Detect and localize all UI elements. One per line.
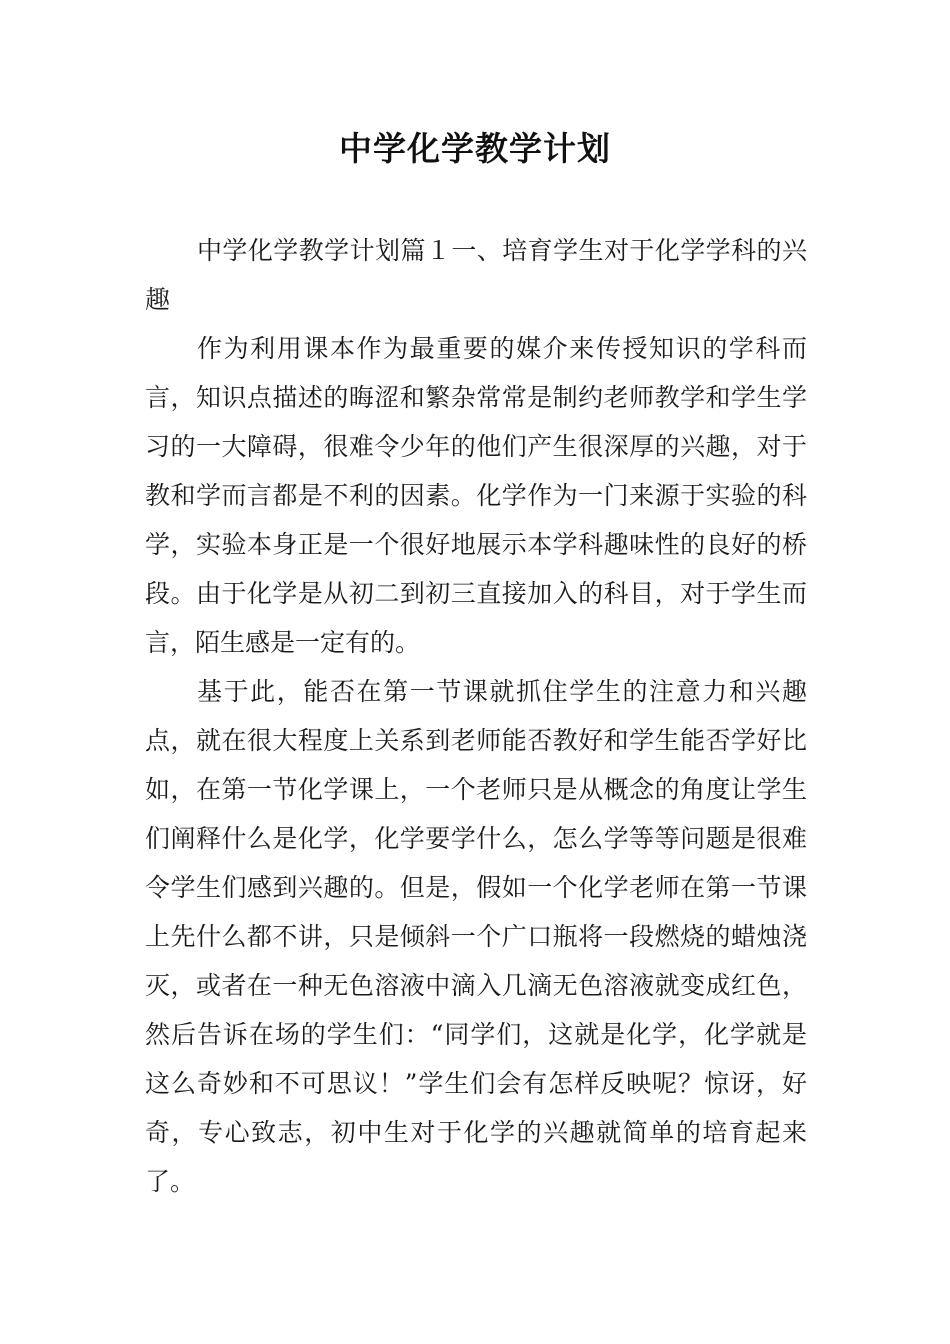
paragraph-heading: 中学化学教学计划篇１一、培育学生对于化学学科的兴趣 <box>145 236 807 314</box>
document-body <box>145 226 807 1206</box>
document-title: 中学化学教学计划 <box>339 129 611 168</box>
paragraph: 作为利用课本作为最重要的媒介来传授知识的学科而言，知识点描述的晦涩和繁杂常常是制约老师教学和学生学习的一大障碍，很难令少年的他们产生很深厚的兴趣，对于教和学而言都是不利的因素。化学作为一门来源于实验的科学，实验本身正是一个很好地展示本学科趣味性的良好的桥段。由于化学是从初二到初三直接加入的科目，对于学生而言，陌生感是一定有的。 <box>145 334 807 657</box>
paragraph: 基于此，能否在第一节课就抓住学生的注意力和兴趣点，就在很大程度上关系到老师能否教好和学生能否学好比如，在第一节化学课上，一个老师只是从概念的角度让学生们阐释什么是化学，化学要学什么，怎么学等等问题是很难令学生们感到兴趣的。但是，假如一个化学老师在第一节课上先什么都不讲，只是倾斜一个广口瓶将一段燃烧的蜡烛浇灭，或者在一种无色溶液中滴入几滴无色溶液就变成红色，然后告诉在场的学生们：“同学们，这就是化学，化学就是这么奇妙和不可思议！”学生们会有怎样反映呢？惊讶，好奇，专心致志，初中生对于化学的兴趣就简单的培育起来了。 <box>145 677 807 1196</box>
